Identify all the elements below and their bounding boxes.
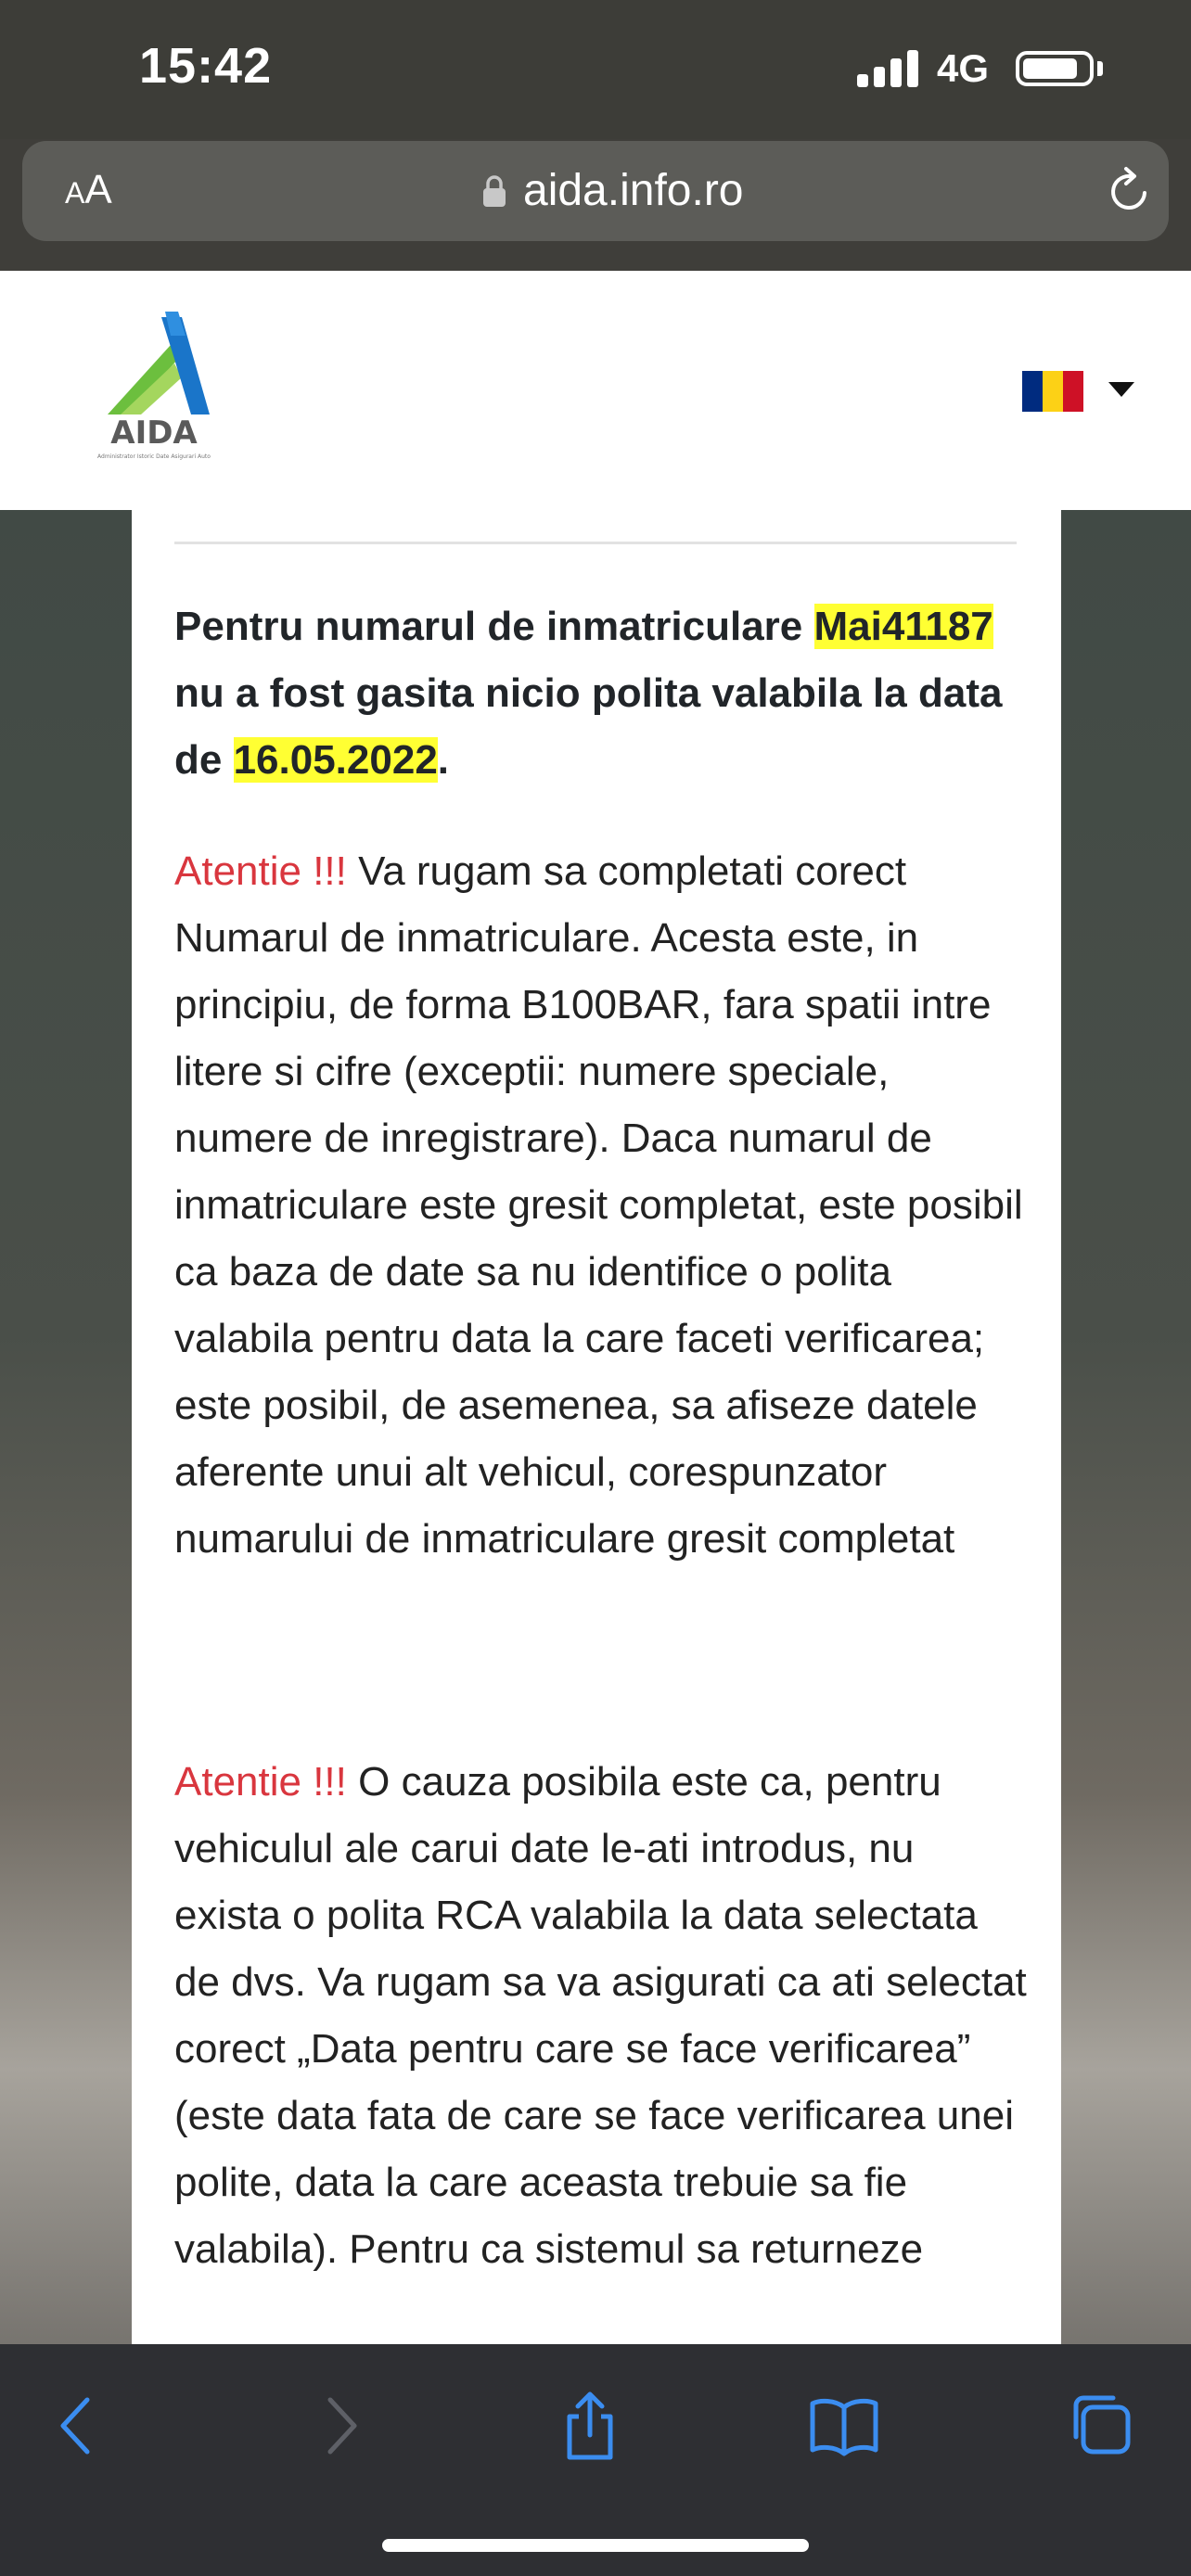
signal-icon	[857, 48, 922, 87]
chevron-left-icon[interactable]	[41, 2389, 115, 2463]
chevron-right-icon[interactable]	[302, 2389, 377, 2463]
svg-text:Administrator Istoric Date Asi: Administrator Istoric Date Asigurari Auto	[97, 453, 211, 460]
address-bar[interactable]	[22, 141, 1169, 241]
warning-paragraph-1: Atentie !!! Va rugam sa completati corect Numarul de inmatriculare. Acesta este, in principiu, de forma B100BAR, fara spatii intre litere si cifre (exceptii: numere speciale, numere de inregistrare). Daca numarul de inmatriculare este gresit completat, este posibil ca baza de date sa nu identifice o polita valabila pentru data la care faceti verificarea; este posibil, de asemenea, sa afiseze datele aferente unui alt vehicul, corespunzator numarului de inmatriculare gresit completat	[174, 848, 1023, 1562]
site-header	[0, 271, 1191, 510]
check-date: 16.05.2022	[233, 737, 438, 783]
language-flag[interactable]	[1022, 371, 1083, 412]
divider	[174, 542, 1017, 544]
language-dropdown-caret-icon[interactable]	[1108, 382, 1134, 397]
reload-icon[interactable]	[1104, 165, 1156, 217]
home-indicator[interactable]	[382, 2539, 809, 2552]
warning-label: Atentie !!!	[174, 848, 347, 894]
result-card	[132, 510, 1061, 2344]
battery-cap	[1097, 61, 1103, 76]
url-text[interactable]: aida.info.ro	[523, 166, 744, 215]
result-heading: Pentru numarul de inmatriculare Mai41187 nu a fost gasita nicio polita valabila la data de 16.05.2022.	[174, 604, 1003, 783]
svg-text:AIDA: AIDA	[110, 414, 198, 452]
status-time: 15:42	[139, 38, 273, 94]
lock-icon	[482, 174, 506, 208]
battery-icon	[1016, 51, 1094, 86]
status-bar	[0, 0, 1191, 139]
network-label: 4G	[937, 46, 990, 90]
tabs-icon[interactable]	[1063, 2389, 1137, 2463]
warning-paragraph-2: Atentie !!! O cauza posibila este ca, pentru vehiculul ale carui date le-ati introdus, nu exista o polita RCA valabila la data selectata de dvs. Va rugam sa va asigurati ca ati selectat corect „Data pentru care se face verificarea” (este data fata de care se face verificarea unei polite, data la care aceasta trebuie sa fie valabila). Pentru ca sistemul sa returneze	[174, 1759, 1027, 2272]
share-icon[interactable]	[553, 2389, 627, 2463]
warning-label: Atentie !!!	[174, 1759, 347, 1804]
book-icon[interactable]	[807, 2389, 881, 2463]
plate-number: Mai41187	[813, 604, 993, 649]
aida-logo[interactable]	[89, 308, 219, 465]
reader-settings-button[interactable]: AA	[65, 167, 112, 212]
